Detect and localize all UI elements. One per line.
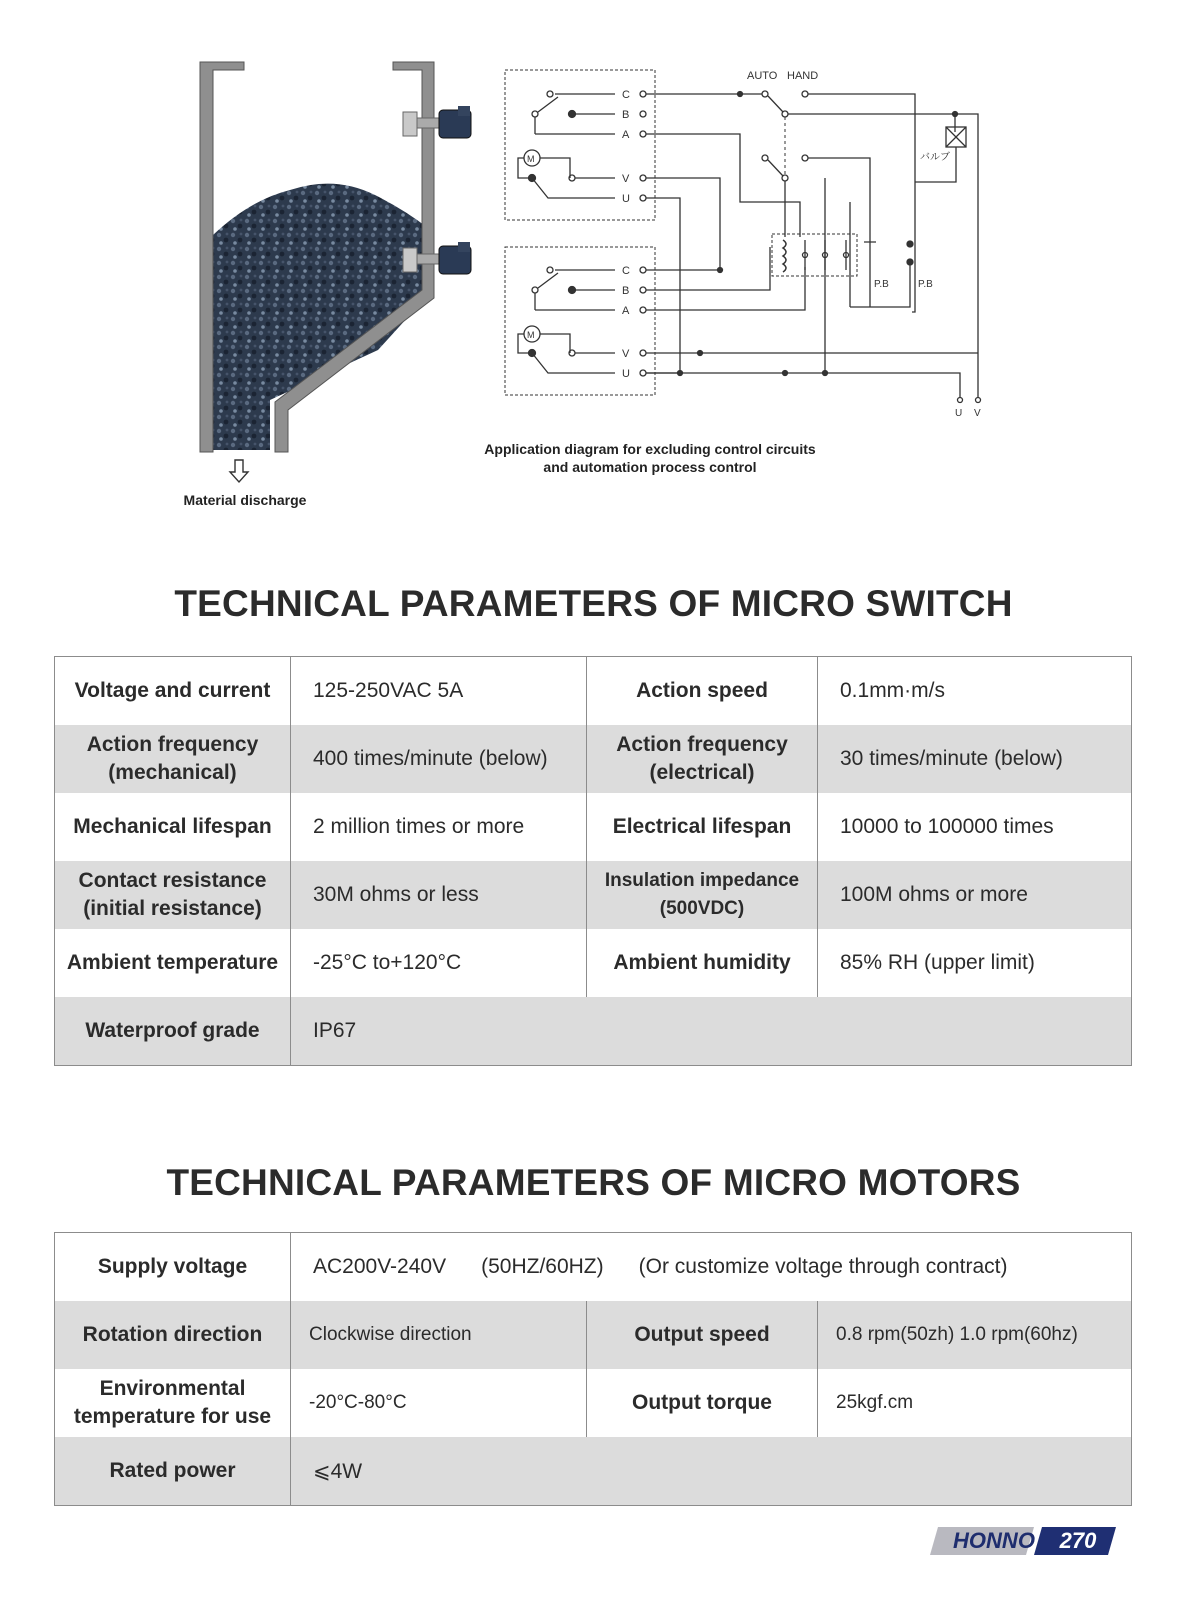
row-value: 125-250VAC 5A (291, 657, 587, 726)
row-label: Ambient humidity (587, 929, 818, 997)
row-label: Insulation impedance (500VDC) (587, 861, 818, 929)
table-row (55, 997, 1132, 1066)
row-label: Output speed (587, 1301, 818, 1369)
brand-name: HONNO (953, 1528, 1035, 1553)
row-value: 100M ohms or more (818, 861, 1132, 929)
switch-unit-upper (518, 89, 646, 205)
row-label: Rated power (55, 1437, 291, 1506)
valve-label: バルブ (920, 152, 950, 163)
row-value: 30 times/minute (below) (818, 725, 1132, 793)
discharge-arrow-icon (230, 460, 248, 482)
motor-symbol-lower: M (527, 330, 535, 340)
motor-symbol-upper: M (527, 154, 535, 164)
row-label: Action frequency (mechanical) (55, 725, 291, 793)
terminal-v: V (622, 173, 630, 185)
row-value: 85% RH (upper limit) (840, 951, 1035, 974)
material-discharge-label: Material discharge (183, 492, 307, 508)
row-value: 25kgf.cm (836, 1392, 914, 1413)
switch-unit-lower (518, 265, 646, 380)
row-value: 10000 to 100000 times (840, 815, 1054, 838)
table-row (55, 1369, 1132, 1437)
row-value: 2 million times or more (291, 793, 587, 861)
circuit-diagram (500, 62, 1000, 432)
row-label: Waterproof grade (55, 997, 291, 1066)
table-row (55, 1437, 1132, 1506)
svg-text:U: U (622, 368, 630, 380)
micro-motors-table (54, 1232, 1132, 1506)
table-row (55, 861, 1132, 929)
table-row (55, 657, 1132, 726)
svg-text:A: A (622, 305, 630, 317)
row-label: Environmental temperature for use (55, 1369, 291, 1437)
row-label: Voltage and current (55, 657, 291, 726)
output-v-label: V (974, 408, 981, 419)
terminal-c: C (622, 89, 630, 101)
row-value: 30M ohms or less (291, 861, 587, 929)
table-row (55, 1301, 1132, 1369)
row-value: IP67 (291, 997, 1132, 1066)
row-value: Clockwise direction (291, 1301, 587, 1369)
row-label: Output torque (587, 1369, 818, 1437)
row-value: AC200V-240V (50HZ/60HZ) (Or customize voltage through contract) (313, 1255, 1008, 1278)
circuit-caption-line2: and automation process control (543, 459, 757, 475)
micro-switch-title: TECHNICAL PARAMETERS OF MICRO SWITCH (174, 583, 1013, 624)
row-value: -20°C-80°C (291, 1369, 587, 1437)
row-label: Mechanical lifespan (55, 793, 291, 861)
circuit-caption (440, 440, 860, 476)
circuit-caption-line1: Application diagram for excluding control circuits (484, 441, 816, 457)
row-label: Contact resistance (initial resistance) (55, 861, 291, 929)
row-label: Ambient temperature (55, 929, 291, 997)
table-row (55, 793, 1132, 861)
terminal-a: A (622, 129, 630, 141)
table-row (55, 929, 1132, 997)
hand-label: HAND (787, 70, 819, 82)
svg-text:V: V (622, 348, 630, 360)
micro-switch-table (54, 656, 1132, 1066)
svg-text:C: C (622, 265, 630, 277)
row-value: 0.1mm·m/s (840, 679, 945, 702)
auto-label: AUTO (747, 70, 778, 82)
row-label: Action speed (587, 657, 818, 726)
page-number: 270 (1059, 1528, 1097, 1553)
pb-label-2: P.B (918, 279, 933, 290)
row-value: 400 times/minute (below) (291, 725, 587, 793)
row-value: -25°C to+120°C (291, 929, 587, 997)
row-label: Rotation direction (55, 1301, 291, 1369)
output-u-label: U (955, 408, 963, 419)
svg-text:B: B (622, 285, 630, 297)
terminal-u: U (622, 193, 630, 205)
terminal-b: B (622, 109, 630, 121)
row-value: ⩽4W (291, 1437, 1132, 1506)
row-label: Electrical lifespan (587, 793, 818, 861)
pb-label-1: P.B (874, 279, 889, 290)
micro-motors-title: TECHNICAL PARAMETERS OF MICRO MOTORS (166, 1162, 1021, 1203)
row-label: Action frequency (electrical) (587, 725, 818, 793)
row-value: 0.8 rpm(50zh) 1.0 rpm(60hz) (818, 1301, 1132, 1369)
table-row (55, 725, 1132, 793)
level-switch-upper (403, 106, 471, 138)
row-label: Supply voltage (55, 1233, 291, 1302)
table-row (55, 1233, 1132, 1302)
